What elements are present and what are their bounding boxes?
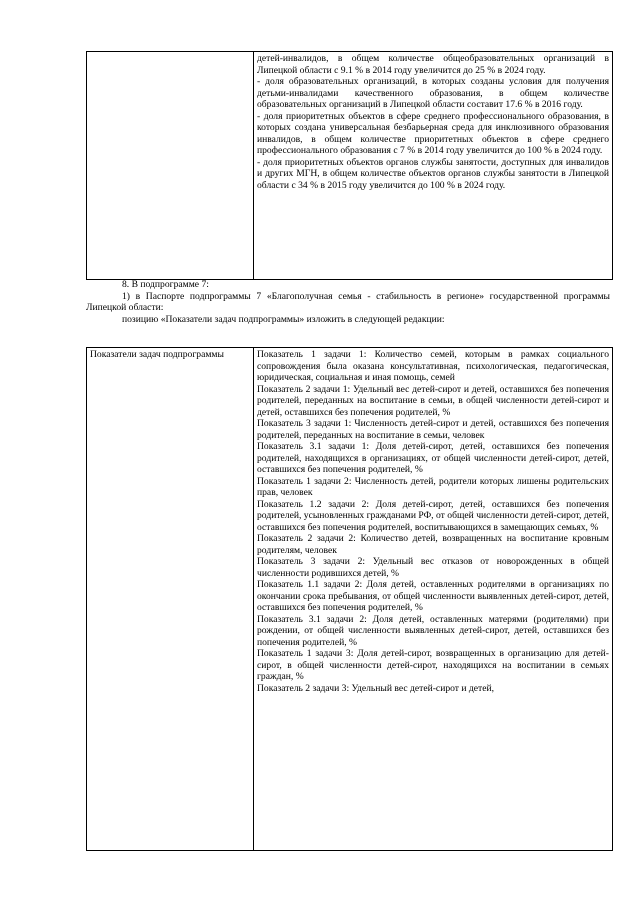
indicator-item: Показатель 3 задачи 1: Численность детей-сирот и детей, оставшихся без попечения родителей, переданных на воспитание в семьи, человек [257,418,609,441]
top-paragraph: - доля приоритетных объектов в сфере среднего профессионального образования, в которых создана универсальная безбарьерная среда для инклюзивного образования инвалидов, в общем количестве приоритетных объектов в сфере среднего профессионального образования с 7 % в 2014 году увеличится до 100 % в 2024 году. [257,110,609,156]
instruction-line: позицию «Показатели задач подпрограммы» изложить в следующей редакции: [122,313,445,325]
indicator-item: Показатель 2 задачи 1: Удельный вес детей-сирот и детей, оставшихся без попечения родителей, переданных на воспитание в семьи, в общей численности детей-сирот и детей, оставшихся без попечения родителей, % [257,383,609,418]
indicators-label: Показатели задач подпрограммы [90,349,224,360]
indicator-item: Показатель 3.1 задачи 2: Доля детей, оставленных матерями (родителями) при рождении, от общей численности выявленных детей-сирот, детей, оставшихся без попечения родителей, % [257,613,609,648]
indicator-item: Показатель 1 задачи 3: Доля детей-сирот, возвращенных в организацию для детей-сирот, в общей численности детей-сирот, находящихся на воспитании в семьях граждан, % [257,648,609,682]
indicators-table [86,347,613,851]
top-paragraph: детей-инвалидов, в общем количестве общеобразовательных организаций в Липецкой области с 9.1 % в 2014 году увеличится до 25 % в 2024 году. [257,53,609,76]
indicators-label-cell [87,348,254,851]
top-table-left-cell [87,52,254,280]
top-paragraph: - доля приоритетных объектов органов службы занятости, доступных для инвалидов и других МГН, в общем количестве объектов органов службы занятости в Липецкой области с 34 % в 2015 году увеличится до 100 % в 2024 году. [257,156,609,191]
indicator-item: Показатель 3 задачи 2: Удельный вес отказов от новорожденных в общей численности родившихся детей, % [257,556,609,579]
instruction-line: 1) в Паспорте подпрограммы 7 «Благополучная семья - стабильность в регионе» государственной программы Липецкой области: [86,290,610,313]
indicators-list-cell [254,348,613,851]
indicator-item: Показатель 1 задачи 2: Численность детей, родители которых лишены родительских прав, человек [257,475,609,498]
indicator-item: Показатель 3.1 задачи 1: Доля детей-сирот, детей, оставшихся без попечения родителей, находящихся в организациях, от общей численности детей-сирот, детей, оставшихся без попечения родителей, % [257,441,609,475]
top-table [86,51,613,280]
instruction-line: 8. В подпрограмме 7: [122,279,209,290]
indicator-item: Показатель 1 задачи 1: Количество семей, которым в рамках социального сопровождения была оказана консультативная, психологическая, педагогическая, юридическая, социальная и иная помощь, семей [257,349,609,383]
top-paragraph: - доля образовательных организаций, в которых созданы условия для получения детьми-инвалидами качественного образования, в общем количестве образовательных организаций в Липецкой области составит 17.6 % в 2016 году. [257,76,609,110]
indicator-item: Показатель 1.1 задачи 2: Доля детей, оставленных родителями в организациях по окончании срока пребывания, от общей численности выявленных детей-сирот, детей, оставшихся без попечения родителей, % [257,579,609,613]
amendment-instructions [86,279,610,325]
indicator-item: Показатель 1.2 задачи 2: Доля детей-сирот, детей, оставшихся без попечения родителей, усыновленных гражданами РФ, от общей численности детей-сирот, детей, оставшихся без попечения родителей, воспитывающихся в замещающих семьях, % [257,498,609,533]
indicator-item: Показатель 2 задачи 3: Удельный вес детей-сирот и детей, [257,682,495,694]
top-table-right-cell [254,52,613,280]
indicator-item: Показатель 2 задачи 2: Количество детей, возвращенных на воспитание кровным родителям, человек [257,533,609,556]
